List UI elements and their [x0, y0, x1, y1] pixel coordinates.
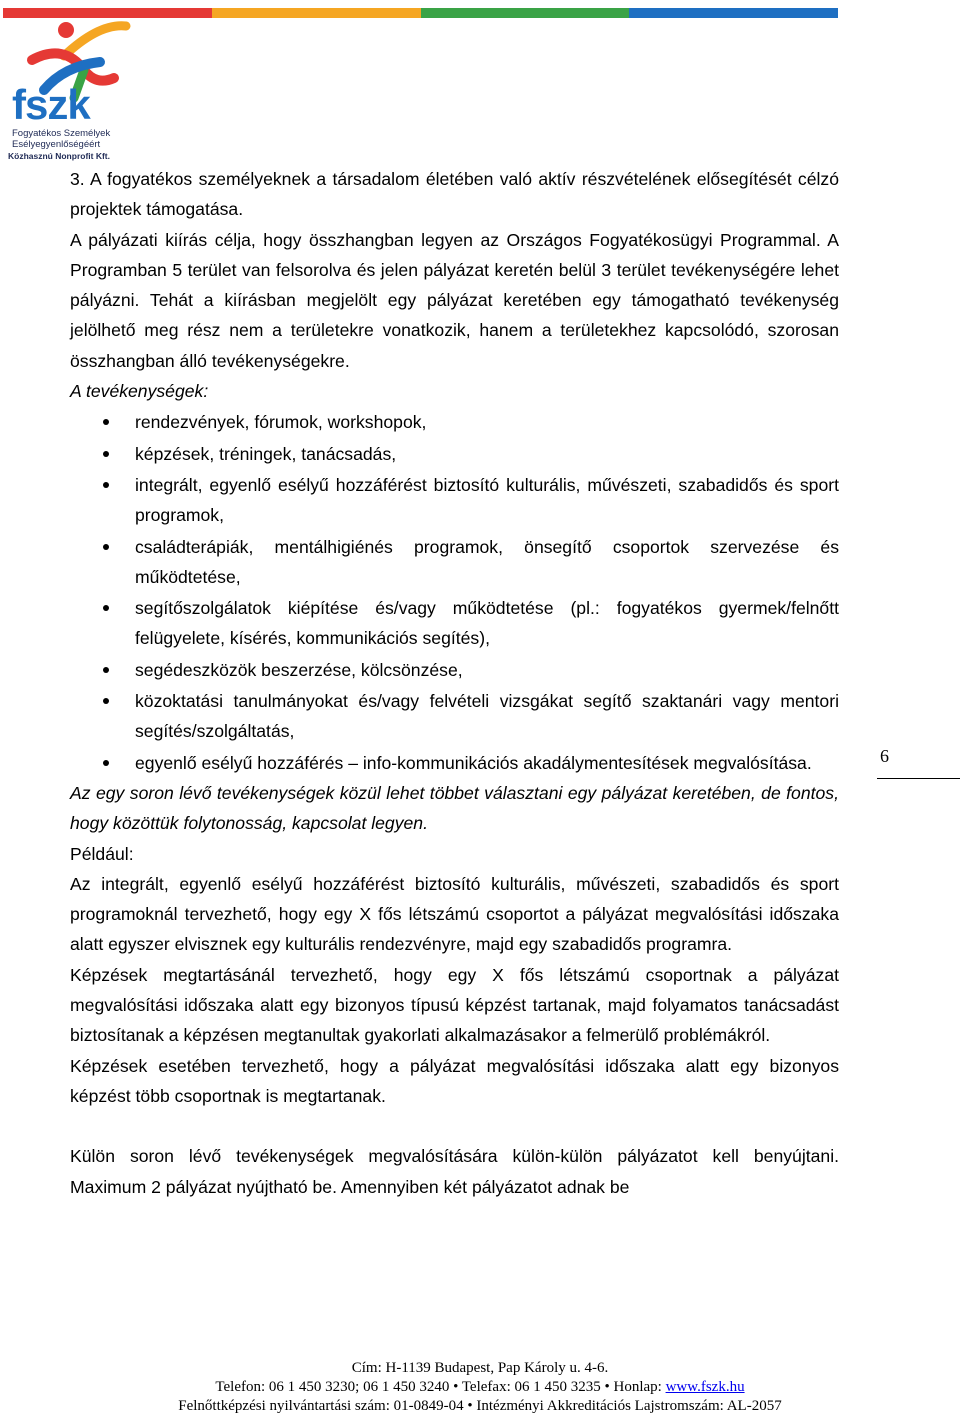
activities-list — [70, 407, 839, 778]
example-paragraph-2: Képzések megtartásánál tervezhető, hogy egy X fős létszámú csoportnak a pályázat megvalósítási időszaka alatt egy bizonyos típusú képzést tartanak, majd folyamatos tanácsadást biztosítanak a képzésen megtanultak gyakorlati alkalmazásakor a felmerülő problémákról. — [70, 964, 839, 1046]
logo-line-2: Esélyegyenlőségéért — [12, 139, 101, 150]
footer-line-3: Felnőttképzési nyilvántartási szám: 01-0849-04 • Intézményi Akkreditációs Lajstromszám: AL-2057 — [178, 1398, 782, 1414]
fszk-logo — [4, 18, 132, 164]
bullet-icon — [103, 451, 109, 457]
list-item-text: segítőszolgálatok kiépítése és/vagy működtetése (pl.: fogyatékos gyermek/felnőtt felügyelete, kísérés, kommunikációs segítés), — [135, 598, 839, 649]
list-item-text: integrált, egyenlő esélyű hozzáférést biztosító kulturális, művészeti, szabadidős és sport programok, — [135, 474, 839, 526]
bullet-icon — [103, 419, 109, 425]
color-bar-red — [3, 8, 212, 18]
list-item-text: egyenlő esélyű hozzáférés – info-kommunikációs akadálymentesítések megvalósítása. — [135, 752, 812, 773]
list-item-text: közoktatási tanulmányokat és/vagy felvételi vizsgákat segítő szaktanári vagy mentori segítés/szolgáltatás, — [135, 691, 839, 742]
logo-line-3: Közhasznú Nonprofit Kft. — [8, 151, 110, 161]
list-item — [70, 593, 839, 654]
list-item — [70, 470, 839, 531]
page-number: 6 — [880, 746, 889, 766]
list-item — [70, 686, 839, 747]
color-bar-orange — [212, 8, 421, 18]
paragraph-gap — [70, 1111, 839, 1141]
bullet-icon — [103, 760, 109, 766]
bullet-icon — [103, 698, 109, 704]
list-item-text: rendezvények, fórumok, workshopok, — [135, 412, 427, 433]
color-bar-blue — [629, 8, 838, 18]
bullet-icon — [103, 605, 109, 611]
example-label: Például: — [70, 843, 134, 864]
list-item-text: képzések, tréningek, tanácsadás, — [135, 443, 397, 464]
list-item — [70, 439, 839, 469]
list-item — [70, 407, 839, 437]
logo-line-1: Fogyatékos Személyek — [12, 128, 111, 139]
example-paragraph-1: Az integrált, egyenlő esélyű hozzáférést biztosító kulturális, művészeti, szabadidős és sport programoknál tervezhető, hogy egy X fős létszámú csoportot a pályázat megvalósítási időszaka alatt egyszer elvisznek egy kulturális rendezvényre, majd egy szabadidős programra. — [70, 873, 839, 955]
bullet-icon — [103, 482, 109, 488]
list-item-text: segédeszközök beszerzése, kölcsönzése, — [135, 659, 463, 680]
logo-wordmark: fszk — [12, 81, 90, 128]
footer-contact-text: Telefon: 06 1 450 3230; 06 1 450 3240 • Telefax: 06 1 450 3235 • Honlap: — [215, 1379, 666, 1395]
list-item — [70, 748, 839, 778]
footer-line-2 — [0, 1378, 960, 1397]
activities-heading: A tevékenységek: — [70, 381, 209, 402]
document-body — [70, 164, 839, 1202]
color-bar-green — [421, 8, 630, 18]
purpose-paragraph: A pályázati kiírás célja, hogy összhangban legyen az Országos Fogyatékosügyi Programmal. A Programban 5 terület van felsorolva és jelen pályázat keretén belül 3 terület tevékenységére lehet pályázni. Tehát a kiírásban megjelölt egy pályázat keretében egy támogatható tevékenység jelölhető meg rész nem a területekre vonatkozik, hanem a területekhez kapcsolódó, szorosan összhangban álló tevékenységekre. — [70, 229, 839, 371]
italic-note: Az egy soron lévő tevékenységek közül lehet többet választani egy pályázat keretében, de fontos, hogy közöttük folytonosság, kapcsolat legyen. — [70, 782, 839, 834]
header-color-bar — [3, 8, 838, 18]
page-number-rule — [877, 778, 960, 779]
final-paragraph: Külön soron lévő tevékenységek megvalósítására külön-külön pályázatot kell benyújtani. Maximum 2 pályázat nyújtható be. Amennyiben két pályázatot adnak be — [70, 1146, 839, 1197]
bullet-icon — [103, 544, 109, 550]
list-item — [70, 655, 839, 685]
list-item-text: családterápiák, mentálhigiénés programok, önsegítő csoportok szervezése és működtetése, — [135, 536, 839, 587]
website-link[interactable]: www.fszk.hu — [665, 1379, 745, 1395]
section-heading-paragraph: 3. A fogyatékos személyeknek a társadalom életében való aktív részvételének elősegítését célzó projektek támogatása. — [70, 169, 839, 220]
list-item — [70, 532, 839, 593]
bullet-icon — [103, 667, 109, 673]
example-paragraph-3: Képzések esetében tervezhető, hogy a pályázat megvalósítási időszaka alatt egy bizonyos képzést több csoportnak is megtartanak. — [70, 1055, 839, 1106]
footer-line-1: Cím: H-1139 Budapest, Pap Károly u. 4-6. — [351, 1360, 609, 1376]
